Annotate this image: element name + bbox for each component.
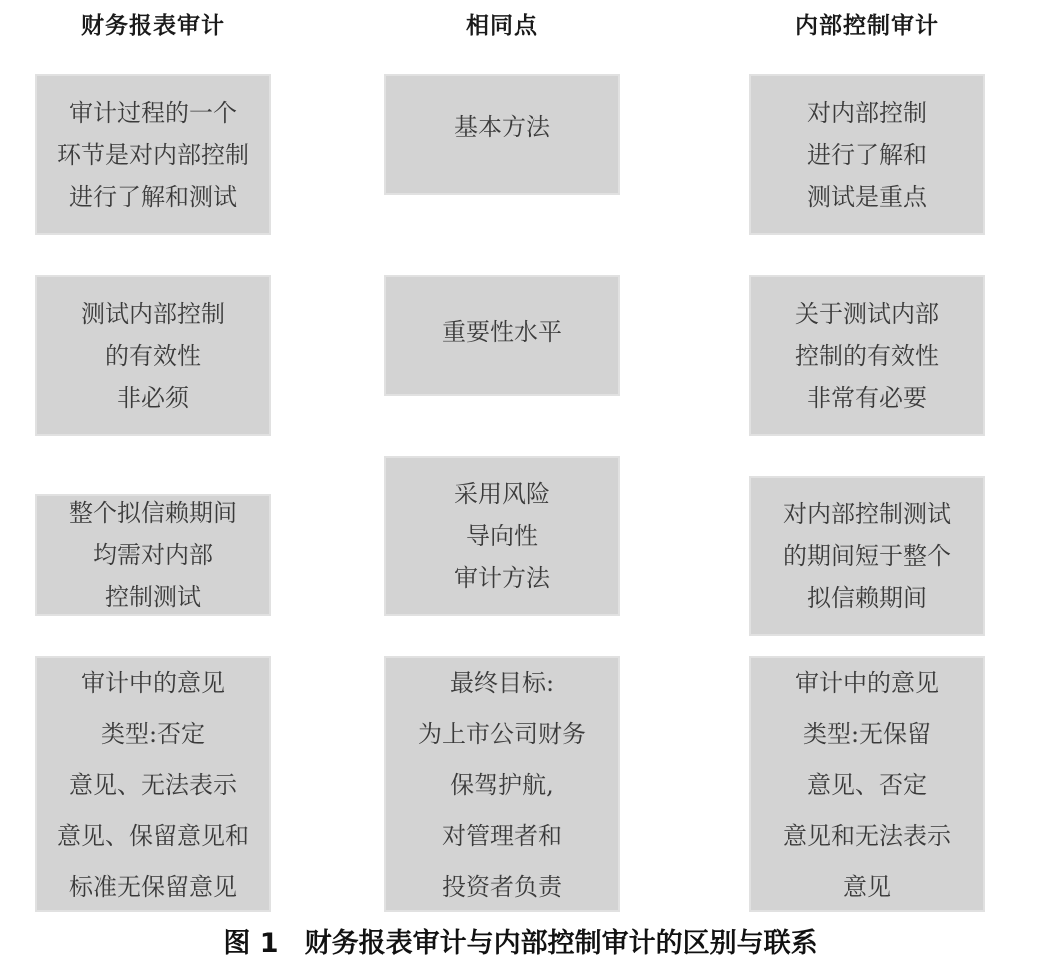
common-box-4 xyxy=(386,658,618,910)
box-line: 意见和无法表示 xyxy=(783,822,951,850)
box-line: 投资者负责 xyxy=(442,873,562,901)
box-line: 意见、无法表示 xyxy=(69,771,237,799)
box-line: 为上市公司财务 xyxy=(418,720,586,748)
box-line: 最终目标: xyxy=(449,669,555,697)
box-line: 导向性 xyxy=(466,522,538,550)
box-line: 审计中的意见 xyxy=(81,669,225,697)
box-line: 的期间短于整个 xyxy=(783,542,951,570)
box-line: 标准无保留意见 xyxy=(69,873,237,901)
box-line: 类型:无保留 xyxy=(802,720,932,748)
box-line: 意见、保留意见和 xyxy=(57,822,249,850)
box-line: 进行了解和 xyxy=(807,140,927,169)
box-line: 审计过程的一个 xyxy=(69,98,237,127)
box-line: 整个拟信赖期间 xyxy=(69,499,237,527)
box-line: 关于测试内部 xyxy=(795,299,939,328)
box-line: 对内部控制测试 xyxy=(783,500,951,528)
box-line: 测试内部控制 xyxy=(81,299,225,328)
common-box-3 xyxy=(386,458,618,614)
header-financial-audit: 财务报表审计 xyxy=(81,13,225,39)
financial-box-3 xyxy=(37,496,269,614)
box-line: 类型:否定 xyxy=(100,720,206,748)
common-box-2 xyxy=(386,277,618,394)
box-line: 采用风险 xyxy=(454,480,550,508)
internal-box-2 xyxy=(751,277,983,434)
box-line: 拟信赖期间 xyxy=(807,584,927,612)
box-line: 均需对内部 xyxy=(93,541,213,569)
box-line: 控制的有效性 xyxy=(795,341,939,370)
box-line: 测试是重点 xyxy=(807,182,927,211)
header-internal-control-audit: 内部控制审计 xyxy=(795,13,939,39)
box-line: 的有效性 xyxy=(105,341,201,370)
box-line: 审计中的意见 xyxy=(795,669,939,697)
box-line: 非必须 xyxy=(117,383,189,412)
figure-caption xyxy=(0,922,1041,966)
box-line: 进行了解和测试 xyxy=(69,182,237,211)
common-box-1 xyxy=(386,76,618,193)
financial-box-4 xyxy=(37,658,269,910)
financial-box-1 xyxy=(37,76,269,233)
box-line: 非常有必要 xyxy=(807,383,927,412)
box-line: 意见 xyxy=(843,873,891,901)
box-line: 基本方法 xyxy=(454,113,550,141)
box-line: 环节是对内部控制 xyxy=(57,140,249,169)
box-line: 审计方法 xyxy=(454,564,550,592)
internal-box-1 xyxy=(751,76,983,233)
box-line: 意见、否定 xyxy=(807,771,927,799)
box-line: 对管理者和 xyxy=(442,822,562,850)
box-line: 对内部控制 xyxy=(807,98,927,127)
internal-box-4 xyxy=(751,658,983,910)
figure-title: 财务报表审计与内部控制审计的区别与联系 xyxy=(304,928,818,959)
financial-box-2 xyxy=(37,277,269,434)
internal-box-3 xyxy=(751,478,983,634)
box-line: 保驾护航, xyxy=(450,771,554,799)
box-line: 控制测试 xyxy=(105,583,201,611)
box-line: 重要性水平 xyxy=(442,318,562,346)
header-common-points: 相同点 xyxy=(466,13,538,39)
figure-number: 图 1 xyxy=(223,928,279,959)
